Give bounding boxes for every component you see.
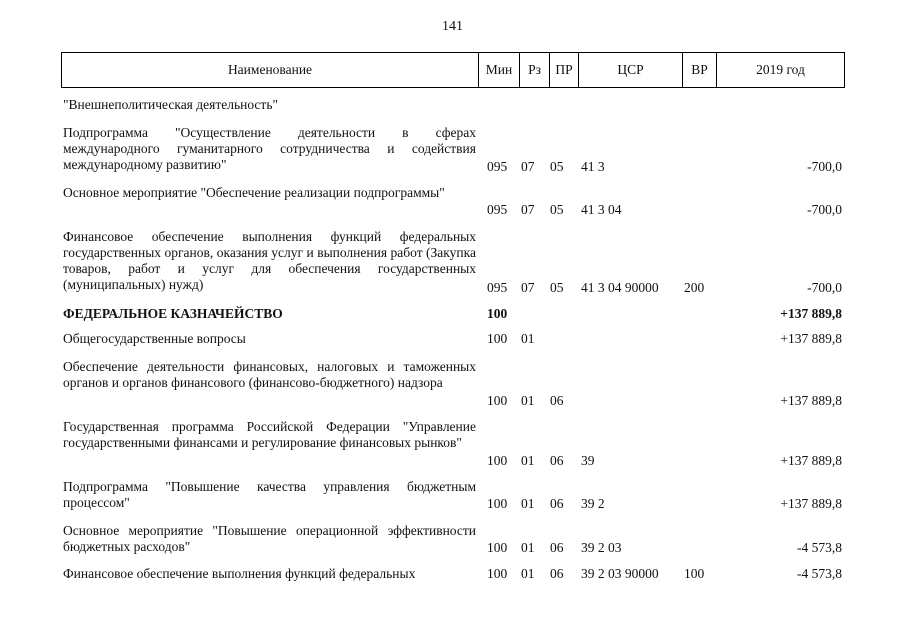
- row-pr: 06: [550, 453, 564, 468]
- row-name: ФЕДЕРАЛЬНОЕ КАЗНАЧЕЙСТВО: [63, 306, 283, 321]
- row-csr: 39 2 03 90000: [581, 566, 659, 581]
- row-sum: +137 889,8: [780, 393, 842, 408]
- row-name: "Внешнеполитическая деятельность": [63, 97, 278, 112]
- row-min: 100: [487, 393, 508, 408]
- header-min: Мин: [479, 53, 520, 87]
- row-csr: 39 2: [581, 496, 605, 511]
- header-rz: Рз: [520, 53, 550, 87]
- row-vr: 100: [684, 566, 705, 581]
- page-number: 141: [442, 19, 463, 34]
- row-sum: -4 573,8: [797, 566, 842, 581]
- row-min: 100: [487, 540, 508, 555]
- row-name: Подпрограмма "Повышение качества управления бюджетным процессом": [63, 479, 476, 510]
- table-header: [61, 52, 845, 88]
- row-sum: +137 889,8: [780, 496, 842, 511]
- row-csr: 41 3 04: [581, 202, 622, 217]
- header-vr: ВР: [683, 53, 717, 87]
- row-name: Основное мероприятие "Обеспечение реализации подпрограммы": [63, 185, 445, 200]
- row-pr: 06: [550, 393, 564, 408]
- row-pr: 06: [550, 540, 564, 555]
- header-name: Наименование: [62, 53, 479, 87]
- row-pr: 06: [550, 496, 564, 511]
- row-name: Государственная программа Российской Федерации "Управление государственными финансами и регулирование финансовых рынков": [63, 419, 476, 450]
- row-sum: -700,0: [807, 280, 842, 295]
- row-rz: 07: [521, 280, 535, 295]
- row-rz: 01: [521, 496, 535, 511]
- row-pr: 06: [550, 566, 564, 581]
- row-sum: -700,0: [807, 202, 842, 217]
- row-csr: 39 2 03: [581, 540, 622, 555]
- row-sum: +137 889,8: [780, 331, 842, 346]
- row-pr: 05: [550, 280, 564, 295]
- row-min: 100: [487, 566, 508, 581]
- row-min: 100: [487, 453, 508, 468]
- row-vr: 200: [684, 280, 705, 295]
- row-name: Общегосударственные вопросы: [63, 331, 246, 346]
- row-name: Подпрограмма "Осуществление деятельности в сферах международного гуманитарного сотрудничества и содействия международному развитию": [63, 125, 476, 172]
- row-min: 100: [487, 306, 508, 321]
- row-name: Обеспечение деятельности финансовых, налоговых и таможенных органов и органов финансового (финансово-бюджетного) надзора: [63, 359, 476, 390]
- row-min: 100: [487, 331, 508, 346]
- row-min: 095: [487, 280, 508, 295]
- row-sum: -4 573,8: [797, 540, 842, 555]
- row-rz: 01: [521, 540, 535, 555]
- header-year: 2019 год: [756, 62, 805, 77]
- row-min: 095: [487, 202, 508, 217]
- row-rz: 01: [521, 393, 535, 408]
- row-rz: 07: [521, 202, 535, 217]
- row-rz: 01: [521, 566, 535, 581]
- row-sum: +137 889,8: [780, 306, 842, 321]
- row-rz: 07: [521, 159, 535, 174]
- row-csr: 41 3: [581, 159, 605, 174]
- row-rz: 01: [521, 331, 535, 346]
- row-name: Финансовое обеспечение выполнения функций федеральных государственных органов, оказания услуг и выполнения работ (Закупка товаров, работ и услуг для обеспечения государственных (муниципальных) нужд): [63, 229, 476, 292]
- row-pr: 05: [550, 202, 564, 217]
- row-csr: 39: [581, 453, 595, 468]
- row-sum: -700,0: [807, 159, 842, 174]
- row-min: 095: [487, 159, 508, 174]
- row-csr: 41 3 04 90000: [581, 280, 659, 295]
- row-rz: 01: [521, 453, 535, 468]
- row-name: Финансовое обеспечение выполнения функций федеральных: [63, 566, 416, 581]
- header-csr: ЦСР: [579, 53, 683, 87]
- row-pr: 05: [550, 159, 564, 174]
- row-name: Основное мероприятие "Повышение операционной эффективности бюджетных расходов": [63, 523, 476, 554]
- row-min: 100: [487, 496, 508, 511]
- row-sum: +137 889,8: [780, 453, 842, 468]
- header-pr: ПР: [550, 53, 579, 87]
